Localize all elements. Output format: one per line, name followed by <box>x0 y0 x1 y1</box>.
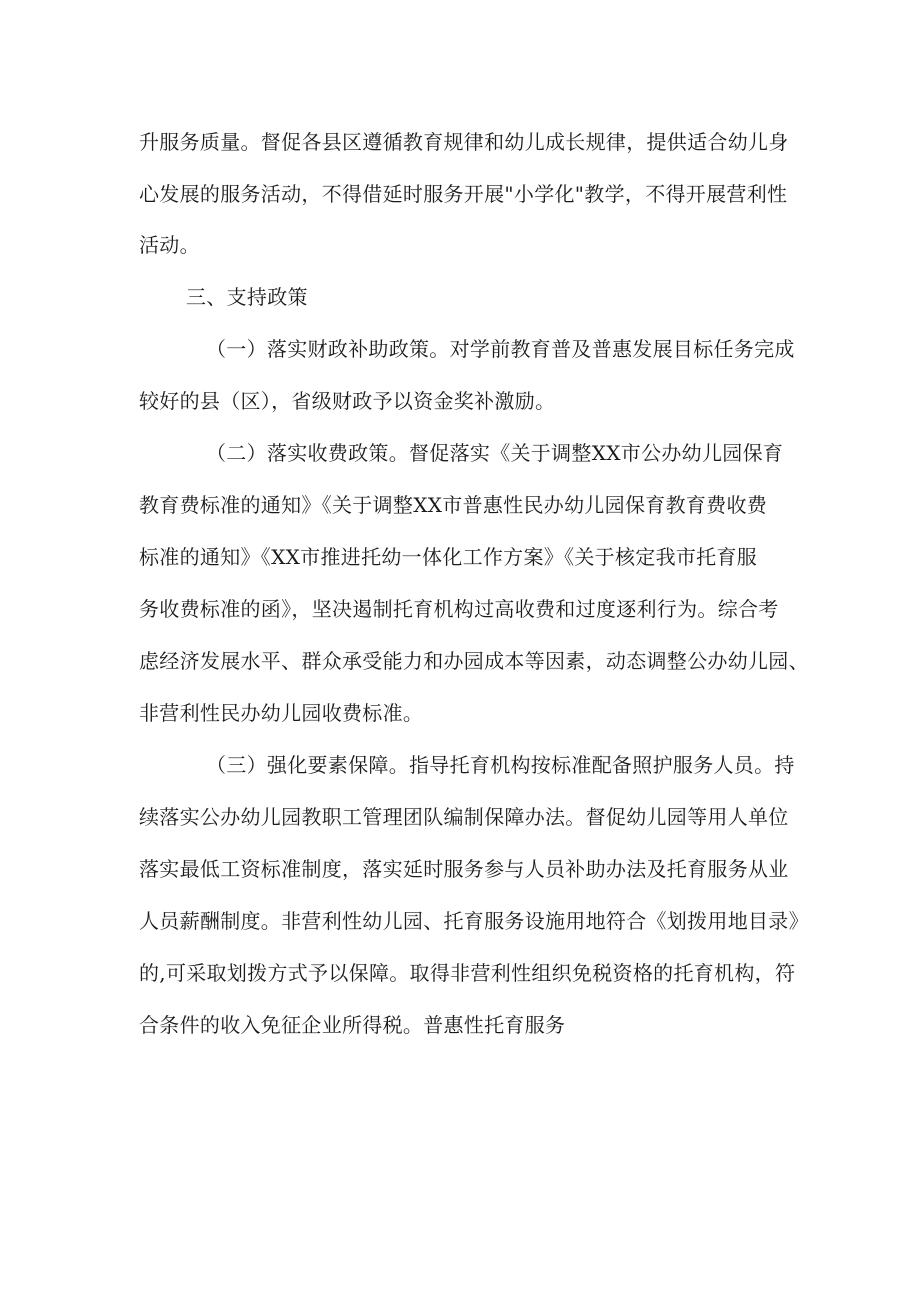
paragraph-line: （一）落实财政补助政策。对学前教育普及普惠发展目标任务完成 <box>206 337 795 361</box>
paragraph-line: （三）强化要素保障。指导托育机构按标准配备照护服务人员。持 <box>206 753 795 777</box>
paragraph-line: 续落实公办幼儿园教职工管理团队编制保障办法。督促幼儿园等用人单位 <box>139 805 789 829</box>
paragraph-line: 活动。 <box>139 233 200 257</box>
paragraph-line: 务收费标准的函》，坚决遏制托育机构过高收费和过度逐利行为。综合考 <box>139 597 779 621</box>
paragraph-line: 合条件的收入免征企业所得税。普惠性托育服务 <box>139 1013 566 1037</box>
paragraph-line: 教育费标准的通知》《关于调整XX市普惠性民办幼儿园保育教育费收费 <box>139 493 768 517</box>
paragraph-line: 落实最低工资标准制度，落实延时服务参与人员补助办法及托育服务从业 <box>139 857 789 881</box>
paragraph-line: 的,可采取划拨方式予以保障。取得非营利性组织免税资格的托育机构，符 <box>139 961 796 985</box>
paragraph-line: 虑经济发展水平、群众承受能力和办园成本等因素，动态调整公办幼儿园、 <box>139 649 809 673</box>
paragraph-line: （二）落实收费政策。督促落实《关于调整XX市公办幼儿园保育 <box>206 441 784 465</box>
paragraph-line: 标准的通知》《XX市推进托幼一体化工作方案》《关于核定我市托育服 <box>139 545 758 569</box>
paragraph-line: 心发展的服务活动，不得借延时服务开展"小学化"教学，不得开展营利性 <box>139 182 788 206</box>
paragraph-line: 非营利性民办幼儿园收费标准。 <box>139 701 424 725</box>
section-heading: 三、支持政策 <box>186 285 308 309</box>
paragraph-line: 升服务质量。督促各县区遵循教育规律和幼儿成长规律，提供适合幼儿身 <box>139 130 789 154</box>
paragraph-line: 人员薪酬制度。非营利性幼儿园、托育服务设施用地符合《划拨用地目录》 <box>139 909 809 933</box>
paragraph-line: 较好的县（区），省级财政予以资金奖补激励。 <box>139 389 556 413</box>
